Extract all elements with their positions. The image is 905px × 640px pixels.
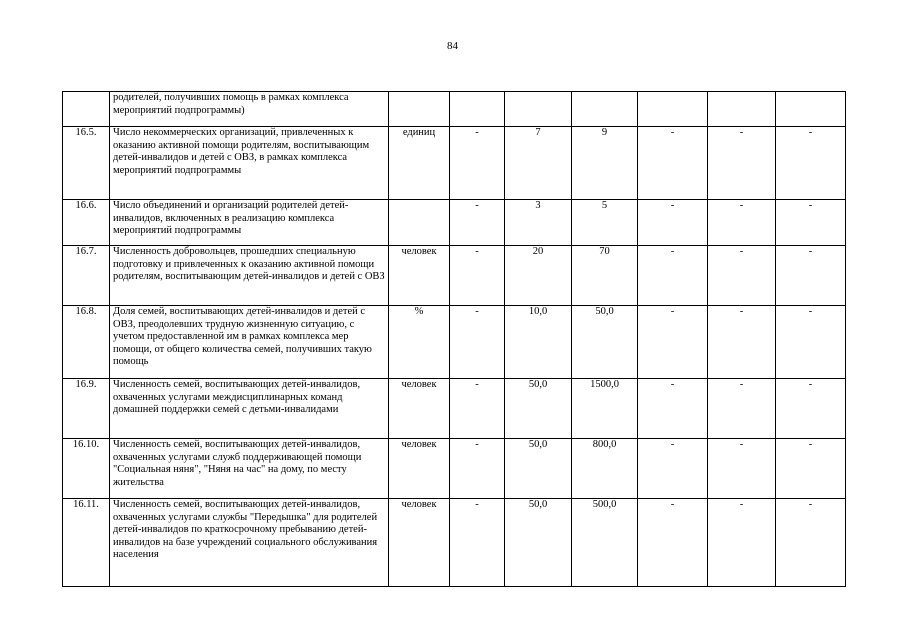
value-cell: - xyxy=(638,306,708,379)
unit-cell: человек xyxy=(389,439,450,499)
value-cell: - xyxy=(708,127,776,200)
unit-cell: человек xyxy=(389,499,450,587)
indicator-name-cell: Численность добровольцев, прошедших специальную подготовку и привлеченных к оказанию активной помощи родителям, воспитывающим детей-инвалидов и детей с ОВЗ xyxy=(110,246,389,306)
value-cell: - xyxy=(776,306,846,379)
row-number-cell: 16.6. xyxy=(63,200,110,246)
value-cell: 500,0 xyxy=(572,499,638,587)
value-cell xyxy=(776,92,846,127)
value-cell: - xyxy=(450,439,505,499)
row-number-cell xyxy=(63,92,110,127)
value-cell: - xyxy=(450,379,505,439)
table-row xyxy=(63,92,846,127)
value-cell: - xyxy=(776,439,846,499)
value-cell: 10,0 xyxy=(505,306,572,379)
indicator-name-cell: Численность семей, воспитывающих детей-инвалидов, охваченных услугами служб поддерживающей помощи "Социальная няня", "Няня на час" на дому, по месту жительства xyxy=(110,439,389,499)
value-cell: - xyxy=(708,246,776,306)
indicator-name-cell: Число объединений и организаций родителей детей-инвалидов, включенных в реализацию комплекса мероприятий подпрограммы xyxy=(110,200,389,246)
value-cell: - xyxy=(708,499,776,587)
unit-cell: % xyxy=(389,306,450,379)
value-cell: - xyxy=(776,499,846,587)
table-row xyxy=(63,306,846,379)
value-cell: 1500,0 xyxy=(572,379,638,439)
value-cell xyxy=(708,92,776,127)
row-number-cell: 16.9. xyxy=(63,379,110,439)
value-cell: 50,0 xyxy=(505,379,572,439)
indicator-name-cell: Численность семей, воспитывающих детей-инвалидов, охваченных услугами междисциплинарных команд домашней поддержки семей с детьми-инвалидами xyxy=(110,379,389,439)
unit-cell xyxy=(389,92,450,127)
value-cell: 70 xyxy=(572,246,638,306)
page-number: 84 xyxy=(447,40,458,52)
value-cell xyxy=(572,92,638,127)
value-cell: 50,0 xyxy=(505,499,572,587)
value-cell: - xyxy=(450,499,505,587)
row-number-cell: 16.7. xyxy=(63,246,110,306)
value-cell: 5 xyxy=(572,200,638,246)
value-cell: - xyxy=(450,200,505,246)
row-number-cell: 16.8. xyxy=(63,306,110,379)
value-cell: - xyxy=(638,499,708,587)
unit-cell xyxy=(389,200,450,246)
row-number-cell: 16.5. xyxy=(63,127,110,200)
indicator-name-cell: родителей, получивших помощь в рамках комплекса мероприятий подпрограммы) xyxy=(110,92,389,127)
table-row xyxy=(63,499,846,587)
unit-cell: единиц xyxy=(389,127,450,200)
table-row xyxy=(63,246,846,306)
table-row xyxy=(63,127,846,200)
value-cell: 50,0 xyxy=(572,306,638,379)
unit-cell: человек xyxy=(389,246,450,306)
value-cell: - xyxy=(638,439,708,499)
value-cell xyxy=(505,92,572,127)
value-cell: - xyxy=(638,379,708,439)
unit-cell: человек xyxy=(389,379,450,439)
row-number-cell: 16.10. xyxy=(63,439,110,499)
table-row xyxy=(63,439,846,499)
value-cell: - xyxy=(450,306,505,379)
indicator-name-cell: Число некоммерческих организаций, привлеченных к оказанию активной помощи родителям, воспитывающим детей-инвалидов и детей с ОВЗ, в рамках комплекса мероприятий подпрограммы xyxy=(110,127,389,200)
value-cell: - xyxy=(776,246,846,306)
value-cell: - xyxy=(638,200,708,246)
value-cell: - xyxy=(776,200,846,246)
value-cell: 7 xyxy=(505,127,572,200)
value-cell: - xyxy=(708,306,776,379)
value-cell: 20 xyxy=(505,246,572,306)
value-cell: - xyxy=(776,379,846,439)
table-body xyxy=(63,92,846,587)
value-cell: - xyxy=(638,127,708,200)
table-row xyxy=(63,379,846,439)
value-cell: - xyxy=(450,246,505,306)
value-cell: - xyxy=(708,439,776,499)
indicator-name-cell: Доля семей, воспитывающих детей-инвалидов и детей с ОВЗ, преодолевших трудную жизненную ситуацию, с учетом предоставленной им в рамках комплекса мер помощи, от общего количества семей, получивших такую помощь xyxy=(110,306,389,379)
value-cell: 9 xyxy=(572,127,638,200)
value-cell: 50,0 xyxy=(505,439,572,499)
value-cell: - xyxy=(776,127,846,200)
value-cell: 800,0 xyxy=(572,439,638,499)
value-cell xyxy=(638,92,708,127)
table-row xyxy=(63,200,846,246)
value-cell: 3 xyxy=(505,200,572,246)
value-cell: - xyxy=(708,200,776,246)
indicators-table xyxy=(62,91,846,587)
value-cell: - xyxy=(638,246,708,306)
row-number-cell: 16.11. xyxy=(63,499,110,587)
indicator-name-cell: Численность семей, воспитывающих детей-инвалидов, охваченных услугами службы "Передышка" для родителей детей-инвалидов по краткосрочному пребыванию детей-инвалидов на базе учреждений социального обслуживания населения xyxy=(110,499,389,587)
value-cell xyxy=(450,92,505,127)
value-cell: - xyxy=(708,379,776,439)
value-cell: - xyxy=(450,127,505,200)
